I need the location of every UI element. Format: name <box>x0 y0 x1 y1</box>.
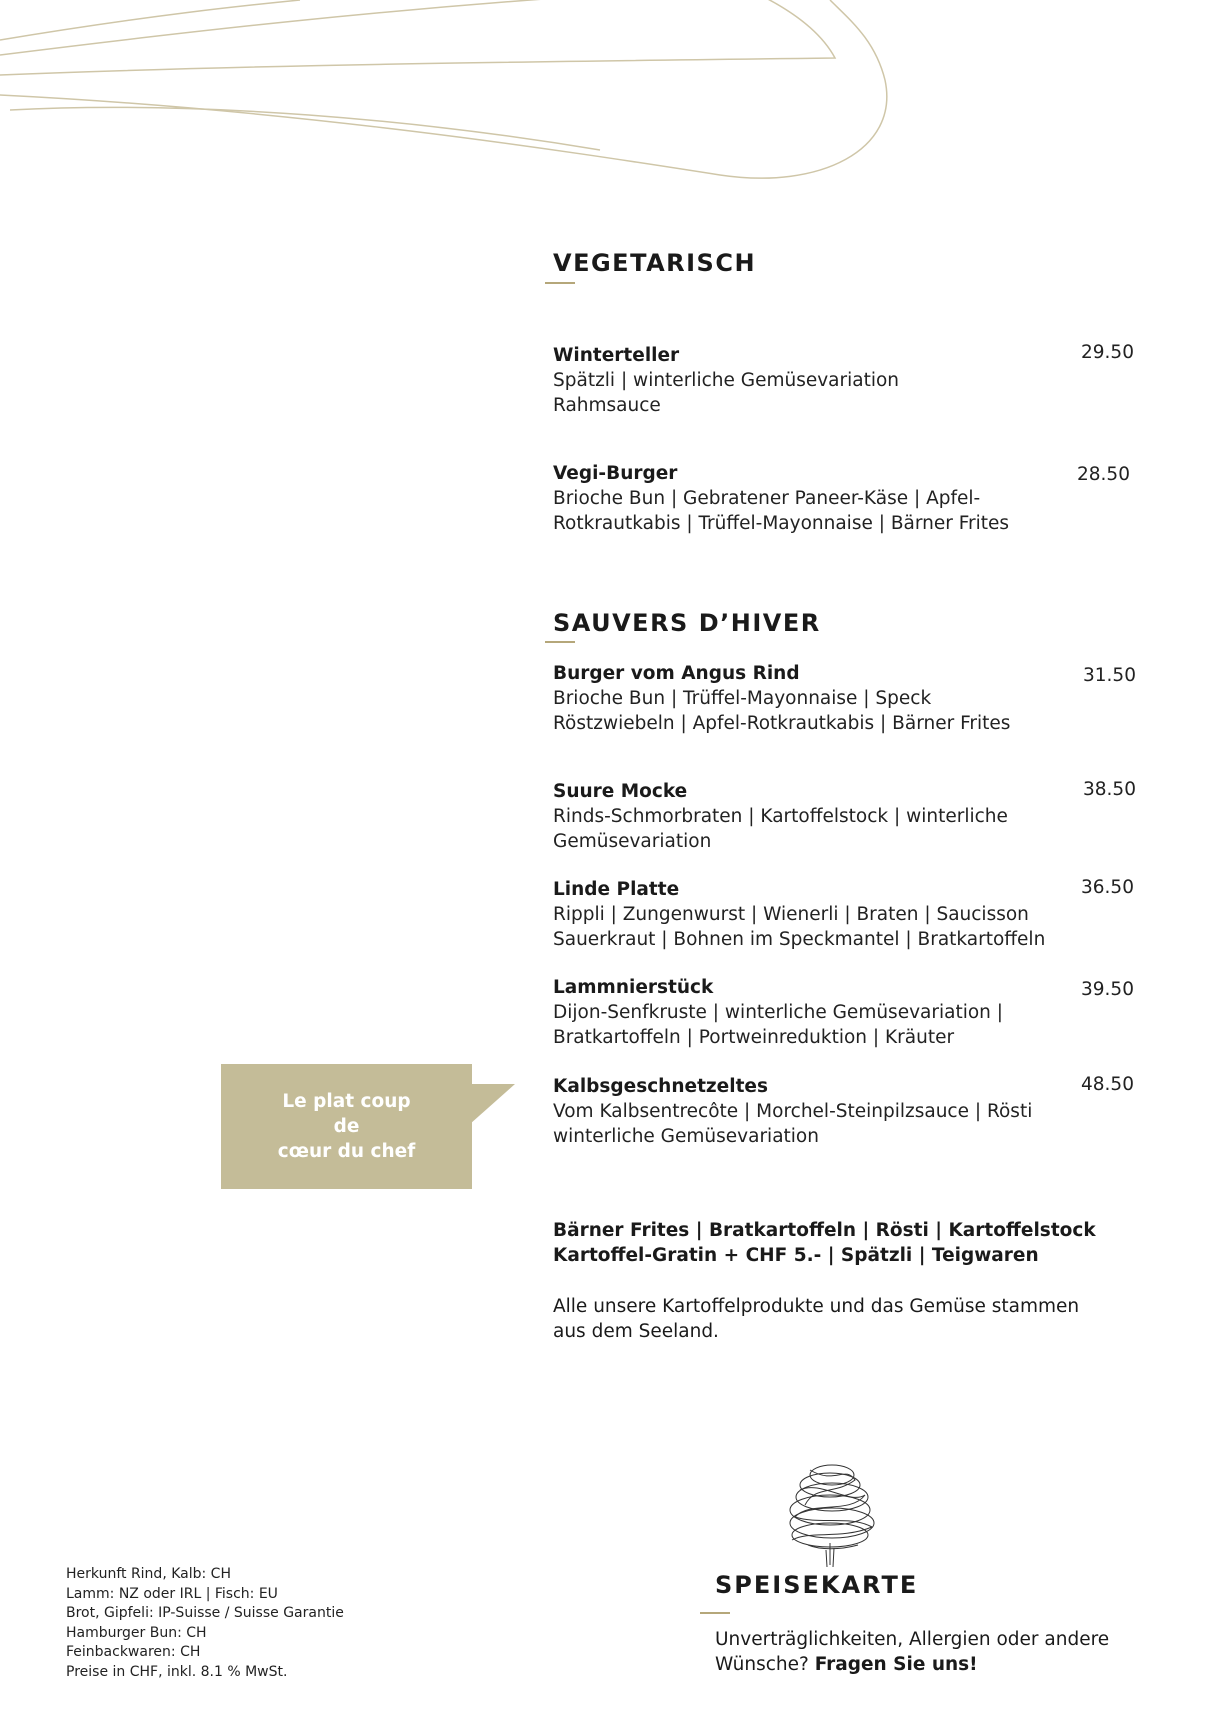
allergy-prefix: Wünsche? <box>715 1654 815 1675</box>
section-rule <box>545 282 575 284</box>
provenance-list <box>66 1565 344 1682</box>
dish-price: 31.50 <box>1083 665 1136 686</box>
provenance-line: Herkunft Rind, Kalb: CH <box>66 1566 231 1582</box>
origin-note-line: Alle unsere Kartoffelprodukte und das Gemüse stammen <box>553 1296 1080 1317</box>
dish-description: Sauerkraut | Bohnen im Speckmantel | Bratkartoffeln <box>553 929 1046 950</box>
provenance-line: Lamm: NZ oder IRL | Fisch: EU <box>66 1585 278 1602</box>
origin-note <box>553 1294 1113 1344</box>
callout-text <box>267 1089 427 1164</box>
dish-description: Röstzwiebeln | Apfel-Rotkrautkabis | Bärner Frites <box>553 713 1011 734</box>
dish-description: Spätzli | winterliche Gemüsevariation <box>553 370 900 391</box>
menu-item <box>553 779 1113 854</box>
provenance-line: Brot, Gipfeli: IP-Suisse / Suisse Garantie <box>66 1605 344 1621</box>
allergy-notice <box>715 1627 1135 1677</box>
section-title-sauvers-dhiver: SAUVERS D’HIVER <box>553 609 821 637</box>
menu-item <box>553 877 1113 952</box>
menu-item <box>553 461 1113 536</box>
section-rule <box>545 641 575 643</box>
callout-pointer <box>470 1084 515 1124</box>
dish-name: Kalbsgeschnetzeltes <box>553 1076 768 1097</box>
dish-description: Rinds-Schmorbraten | Kartoffelstock | winterliche <box>553 806 1008 827</box>
menu-title: SPEISEKARTE <box>715 1571 919 1599</box>
dish-description: Brioche Bun | Gebratener Paneer-Käse | Apfel- <box>553 488 981 509</box>
dish-price: 39.50 <box>1081 979 1134 1000</box>
dish-price: 38.50 <box>1083 779 1136 800</box>
menu-item <box>553 343 1113 418</box>
dish-description: Gemüsevariation <box>553 831 712 852</box>
allergy-line <box>715 1652 1135 1677</box>
dish-description: Rippli | Zungenwurst | Wienerli | Braten | Saucisson <box>553 904 1029 925</box>
decorative-curves <box>0 0 1222 220</box>
menu-item <box>553 975 1113 1050</box>
provenance-line: Feinbackwaren: CH <box>66 1644 201 1660</box>
provenance-line: Preise in CHF, inkl. 8.1 % MwSt. <box>66 1663 288 1680</box>
dish-name: Lammnierstück <box>553 977 714 998</box>
dish-description: winterliche Gemüsevariation <box>553 1126 819 1147</box>
dish-name: Linde Platte <box>553 879 680 900</box>
dish-name: Winterteller <box>553 345 680 366</box>
menu-item <box>553 661 1113 736</box>
chef-recommendation-badge <box>221 1064 472 1189</box>
dish-description: Bratkartoffeln | Portweinreduktion | Kräuter <box>553 1027 955 1048</box>
dish-description: Dijon-Senfkruste | winterliche Gemüsevariation | <box>553 1002 1003 1023</box>
callout-line: Le plat coup de <box>282 1091 411 1137</box>
menu-item <box>553 1074 1113 1149</box>
dish-price: 28.50 <box>1077 464 1130 485</box>
allergy-cta: Fragen Sie uns! <box>814 1654 978 1675</box>
dish-name: Vegi-Burger <box>553 463 678 484</box>
provenance-line: Hamburger Bun: CH <box>66 1624 207 1641</box>
section-title-vegetarisch: VEGETARISCH <box>553 249 757 277</box>
dish-name: Burger vom Angus Rind <box>553 663 800 684</box>
tree-logo-icon <box>780 1455 890 1575</box>
dish-price: 48.50 <box>1081 1074 1134 1095</box>
callout-line: cœur du chef <box>277 1141 416 1162</box>
dish-price: 36.50 <box>1081 877 1134 898</box>
dish-price: 29.50 <box>1081 342 1134 363</box>
origin-note-line: aus dem Seeland. <box>553 1321 719 1342</box>
dish-name: Suure Mocke <box>553 781 688 802</box>
side-dishes-line: Bärner Frites | Bratkartoffeln | Rösti | Kartoffelstock <box>553 1220 1096 1241</box>
dish-description: Vom Kalbsentrecôte | Morchel-Steinpilzsauce | Rösti <box>553 1101 1033 1122</box>
dish-description: Rahmsauce <box>553 395 661 416</box>
dish-description: Rotkrautkabis | Trüffel-Mayonnaise | Bärner Frites <box>553 513 1010 534</box>
side-dishes-line: Kartoffel-Gratin + CHF 5.- | Spätzli | Teigwaren <box>553 1245 1039 1266</box>
dish-description: Brioche Bun | Trüffel-Mayonnaise | Speck <box>553 688 932 709</box>
brand-rule <box>700 1612 730 1614</box>
side-dishes <box>553 1218 1113 1268</box>
allergy-line: Unverträglichkeiten, Allergien oder andere <box>715 1629 1110 1650</box>
